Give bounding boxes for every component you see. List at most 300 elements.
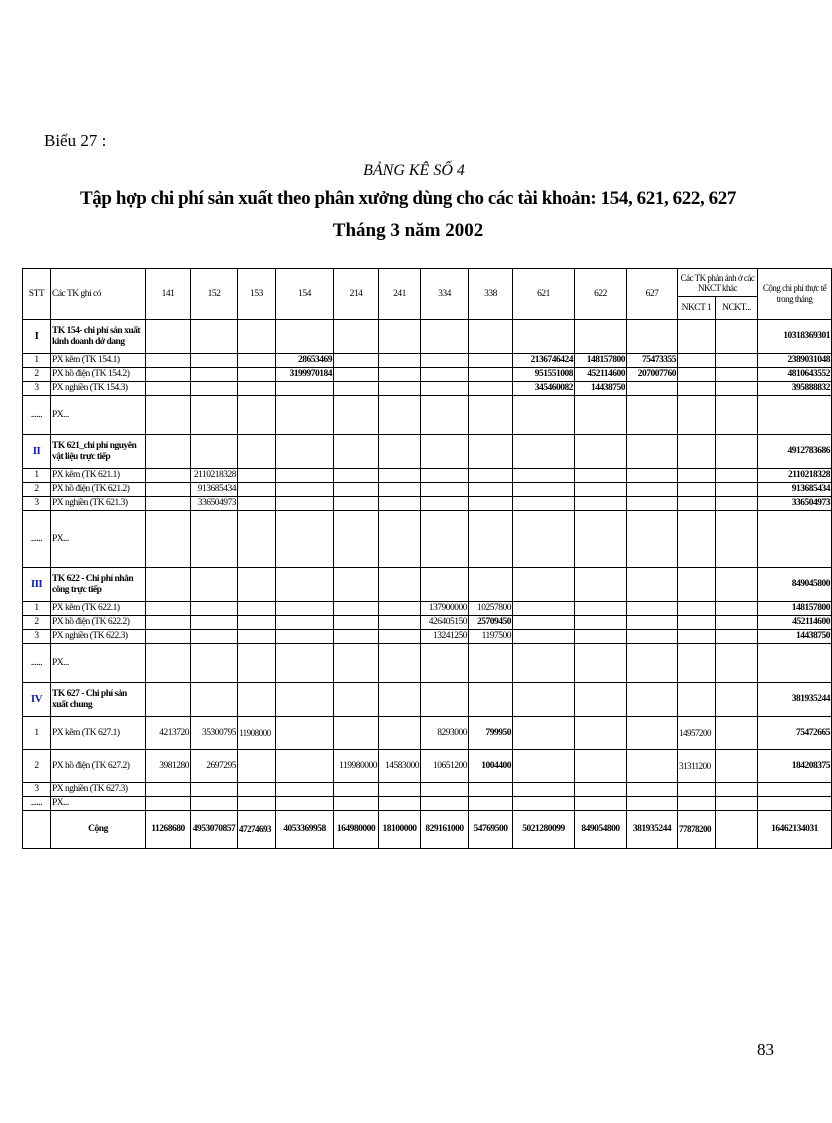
cell-total: 10318369301 [758,320,832,354]
cell-c214 [334,683,379,717]
cell-c141 [146,783,191,797]
cell-c334 [421,644,469,683]
cell-nkct1: 14957200 [678,717,716,750]
header-241: 241 [379,269,421,320]
row-stt: 1 [23,354,51,368]
cell-nkct1 [678,783,716,797]
cell-c214 [334,469,379,483]
cell-c621: 5021280099 [513,811,575,849]
cell-c622 [575,616,627,630]
row-label: PX... [51,644,146,683]
cell-c621 [513,783,575,797]
cell-c622 [575,483,627,497]
cell-nkct-other [716,783,758,797]
cell-c622: 14438750 [575,382,627,396]
cell-nkct-other [716,497,758,511]
cell-nkct-other [716,469,758,483]
cell-c334 [421,797,469,811]
cell-c627 [627,511,678,568]
cell-c338 [469,683,513,717]
cell-c153 [238,616,276,630]
table-row [23,469,832,483]
cell-c622 [575,717,627,750]
cell-c141 [146,511,191,568]
cell-c622: 148157800 [575,354,627,368]
cell-c334 [421,396,469,435]
cell-nkct1 [678,511,716,568]
cell-c627 [627,797,678,811]
row-label: PX nghiền (TK 622.3) [51,630,146,644]
cell-c152 [191,568,238,602]
cell-c241 [379,630,421,644]
cell-c152 [191,783,238,797]
cell-nkct-other [716,320,758,354]
cell-c152 [191,511,238,568]
cell-c334: 8293000 [421,717,469,750]
cost-ledger-table [22,268,832,849]
cell-c153 [238,320,276,354]
cell-c141 [146,368,191,382]
cell-c627 [627,497,678,511]
cell-c622: 452114600 [575,368,627,382]
row-stt: IV [23,683,51,717]
cell-nkct1 [678,382,716,396]
cell-c141 [146,602,191,616]
cell-nkct1 [678,568,716,602]
row-label: PX hồ điện (TK 154.2) [51,368,146,382]
cell-c338 [469,368,513,382]
cell-c621 [513,435,575,469]
document-label: Biểu 27 : [44,131,107,150]
cell-c153 [238,483,276,497]
cell-total: 4810643552 [758,368,832,382]
cell-c154 [276,797,334,811]
cell-c214 [334,511,379,568]
cell-c154 [276,602,334,616]
row-stt: 2 [23,483,51,497]
cell-c153 [238,750,276,783]
cell-c334 [421,783,469,797]
row-label: PX nghiền (TK 621.3) [51,497,146,511]
cell-c152 [191,320,238,354]
row-stt: I [23,320,51,354]
cell-c334 [421,469,469,483]
cell-c154 [276,568,334,602]
cell-c154 [276,630,334,644]
cell-nkct1: 77878200 [678,811,716,849]
cell-nkct1 [678,683,716,717]
cell-c214 [334,435,379,469]
cell-c141 [146,469,191,483]
cell-total [758,644,832,683]
row-stt: 2 [23,616,51,630]
row-stt: ...... [23,797,51,811]
cell-nkct1 [678,469,716,483]
cell-c622 [575,435,627,469]
cell-c241 [379,497,421,511]
cell-c334: 13241250 [421,630,469,644]
cell-nkct-other [716,750,758,783]
header-334: 334 [421,269,469,320]
cell-nkct1: 31311200 [678,750,716,783]
cell-c214 [334,396,379,435]
cell-c214 [334,717,379,750]
cell-c152: 913685434 [191,483,238,497]
cell-c621 [513,797,575,811]
cell-c153 [238,602,276,616]
cell-c153 [238,683,276,717]
row-label: PX... [51,511,146,568]
cell-c621 [513,630,575,644]
cell-c627 [627,644,678,683]
report-subtitle: Tập hợp chi phí sản xuất theo phân xưởng dùng cho các tài khoản: 154, 621, 622, 627 [80,188,736,209]
table-row [23,750,832,783]
cell-c241 [379,717,421,750]
cell-c153 [238,783,276,797]
cell-c621: 345460082 [513,382,575,396]
cell-c214 [334,797,379,811]
cell-c338: 25709450 [469,616,513,630]
section-row [23,435,832,469]
cell-c214 [334,644,379,683]
row-label: PX hồ điện (TK 622.2) [51,616,146,630]
section-label: TK 154- chi phí sản xuất kinh doanh dở dang [51,320,146,354]
cell-c334 [421,435,469,469]
cell-c241 [379,616,421,630]
cell-total: 336504973 [758,497,832,511]
cell-c338: 54769500 [469,811,513,849]
header-338: 338 [469,269,513,320]
cell-c154: 3199970184 [276,368,334,382]
cell-c152 [191,354,238,368]
cell-c153 [238,354,276,368]
cell-c214 [334,320,379,354]
cell-c141 [146,616,191,630]
table-row [23,644,832,683]
cell-c338 [469,320,513,354]
cell-nkct1 [678,616,716,630]
table-row [23,717,832,750]
cell-c152: 2697295 [191,750,238,783]
cell-c338 [469,568,513,602]
cell-nkct-other [716,354,758,368]
cell-nkct1 [678,368,716,382]
cell-c214 [334,630,379,644]
cell-nkct-other [716,382,758,396]
cell-nkct1 [678,644,716,683]
table-row [23,602,832,616]
cell-c627 [627,750,678,783]
cell-c141 [146,644,191,683]
cell-nkct1 [678,630,716,644]
cell-c153 [238,396,276,435]
cell-total: 16462134031 [758,811,832,849]
cell-c622 [575,644,627,683]
row-label: Cộng [51,811,146,849]
row-stt: II [23,435,51,469]
header-141: 141 [146,269,191,320]
row-label: PX hồ điện (TK 627.2) [51,750,146,783]
cell-c334 [421,354,469,368]
table-row [23,797,832,811]
cell-c141 [146,630,191,644]
cell-c153 [238,382,276,396]
cell-c334 [421,382,469,396]
cell-c621 [513,717,575,750]
cell-nkct-other [716,811,758,849]
row-stt: ...... [23,396,51,435]
section-row [23,320,832,354]
cell-c622 [575,602,627,616]
cell-c338: 1004400 [469,750,513,783]
cell-c153 [238,469,276,483]
section-label: TK 627 - Chi phí sản xuất chung [51,683,146,717]
cell-c338 [469,435,513,469]
cell-c334: 137900000 [421,602,469,616]
row-label: PX nghiền (TK 154.3) [51,382,146,396]
cell-nkct-other [716,483,758,497]
cell-c141 [146,568,191,602]
cell-total: 395888832 [758,382,832,396]
cell-c338 [469,783,513,797]
cell-c152: 336504973 [191,497,238,511]
cell-nkct-other [716,435,758,469]
header-214: 214 [334,269,379,320]
cell-c141: 11268680 [146,811,191,849]
cell-total: 2389031048 [758,354,832,368]
cell-c141 [146,396,191,435]
cell-c141 [146,435,191,469]
cell-nkct-other [716,630,758,644]
cell-c621 [513,568,575,602]
cell-c627: 207007760 [627,368,678,382]
table-row [23,368,832,382]
cell-c241: 14583000 [379,750,421,783]
cell-c241 [379,368,421,382]
cell-c627 [627,483,678,497]
cell-c154 [276,511,334,568]
row-stt: III [23,568,51,602]
cell-c622 [575,750,627,783]
cell-c141 [146,797,191,811]
cell-c241 [379,435,421,469]
cell-c338 [469,644,513,683]
table-row [23,382,832,396]
cell-c338 [469,469,513,483]
cell-c334: 829161000 [421,811,469,849]
cell-c214 [334,497,379,511]
cell-total: 4912783686 [758,435,832,469]
cell-c627 [627,602,678,616]
cell-total: 2110218328 [758,469,832,483]
cell-c627 [627,320,678,354]
cell-c241 [379,683,421,717]
row-stt [23,811,51,849]
cell-c621 [513,469,575,483]
cell-total [758,783,832,797]
cell-c154 [276,320,334,354]
cell-c338: 1197500 [469,630,513,644]
cell-c141 [146,497,191,511]
cell-c627 [627,717,678,750]
cell-c622 [575,396,627,435]
cell-c153: 47274693 [238,811,276,849]
cell-c627 [627,435,678,469]
cell-c214: 164980000 [334,811,379,849]
cell-c621 [513,644,575,683]
cell-c154 [276,435,334,469]
cell-c154 [276,396,334,435]
row-stt: 2 [23,750,51,783]
row-stt: ...... [23,511,51,568]
cell-c334 [421,497,469,511]
cell-c621 [513,497,575,511]
cell-c154 [276,616,334,630]
cell-c214 [334,483,379,497]
report-title-text: BẢNG KÊ SỐ 4 [363,162,465,179]
row-label: PX... [51,797,146,811]
cell-c334: 426405150 [421,616,469,630]
cell-nkct1 [678,497,716,511]
cell-c338 [469,511,513,568]
cell-c154 [276,683,334,717]
cell-c154: 28653469 [276,354,334,368]
cell-c622 [575,469,627,483]
cell-c141 [146,382,191,396]
cell-c622 [575,630,627,644]
cell-c152 [191,602,238,616]
cell-c334 [421,483,469,497]
cell-c153 [238,511,276,568]
cell-c214: 119980000 [334,750,379,783]
row-label: PX... [51,396,146,435]
cell-c338: 799950 [469,717,513,750]
cell-c621 [513,750,575,783]
cell-c627 [627,568,678,602]
cell-c621 [513,683,575,717]
cell-c152 [191,644,238,683]
cell-c241 [379,396,421,435]
cell-nkct1 [678,354,716,368]
cell-c622 [575,497,627,511]
cell-c627 [627,469,678,483]
cell-c152 [191,435,238,469]
header-nkct-other: NCKT... [716,297,758,320]
cell-total: 14438750 [758,630,832,644]
cell-nkct-other [716,396,758,435]
cell-c152 [191,396,238,435]
header-account: Các TK ghi có [51,269,146,320]
cell-c621 [513,320,575,354]
report-period: Tháng 3 năm 2002 [332,220,484,241]
header-627: 627 [627,269,678,320]
row-label: PX hồ điện (TK 621.2) [51,483,146,497]
cell-total: 148157800 [758,602,832,616]
cell-c141: 3981280 [146,750,191,783]
row-stt: 3 [23,783,51,797]
section-row [23,683,832,717]
cell-c154 [276,717,334,750]
table-row [23,483,832,497]
row-stt: 1 [23,602,51,616]
header-152: 152 [191,269,238,320]
cell-c214 [334,382,379,396]
cell-total: 849045800 [758,568,832,602]
header-total: Cộng chi phí thực tế trong tháng [758,269,832,320]
cell-nkct1 [678,797,716,811]
cell-c334: 10651200 [421,750,469,783]
cell-nkct-other [716,616,758,630]
cell-total: 913685434 [758,483,832,497]
cell-total: 381935244 [758,683,832,717]
cell-total [758,797,832,811]
cell-nkct1 [678,320,716,354]
header-153: 153 [238,269,276,320]
cell-c627 [627,683,678,717]
cell-c152 [191,616,238,630]
cell-c241 [379,320,421,354]
section-label: TK 622 - Chi phí nhân công trực tiếp [51,568,146,602]
cell-c154 [276,497,334,511]
cell-c214 [334,602,379,616]
cell-nkct-other [716,644,758,683]
cell-c153 [238,644,276,683]
cell-c334 [421,568,469,602]
cell-c241 [379,469,421,483]
cell-c153: 11908000 [238,717,276,750]
cell-c622 [575,783,627,797]
cell-total: 75472665 [758,717,832,750]
cell-c621: 951551008 [513,368,575,382]
header-622: 622 [575,269,627,320]
cell-c241 [379,783,421,797]
cell-c214 [334,354,379,368]
cell-c338 [469,497,513,511]
row-label: PX kẽm (TK 622.1) [51,602,146,616]
cell-c621 [513,602,575,616]
cell-total: 184208375 [758,750,832,783]
cell-c153 [238,568,276,602]
cell-nkct1 [678,435,716,469]
row-label: PX kẽm (TK 154.1) [51,354,146,368]
cell-c338 [469,483,513,497]
cell-nkct1 [678,602,716,616]
cell-nkct-other [716,797,758,811]
table-row [23,497,832,511]
cell-c152 [191,683,238,717]
cell-c214 [334,783,379,797]
cell-total [758,396,832,435]
cell-c141 [146,320,191,354]
cell-c153 [238,497,276,511]
cell-c214 [334,616,379,630]
cell-c621: 2136746424 [513,354,575,368]
cell-c152 [191,368,238,382]
row-label: PX nghiền (TK 627.3) [51,783,146,797]
cell-c154 [276,783,334,797]
cell-nkct-other [716,568,758,602]
table-row [23,783,832,797]
header-row [23,269,832,297]
cell-nkct-other [716,511,758,568]
cell-c622 [575,568,627,602]
header-nkct-group: Các TK phản ánh ở các NKCT khác [678,269,758,297]
cell-c154 [276,644,334,683]
header-nkct1: NKCT 1 [678,297,716,320]
cell-nkct-other [716,683,758,717]
cell-c622 [575,797,627,811]
cell-total: 452114600 [758,616,832,630]
